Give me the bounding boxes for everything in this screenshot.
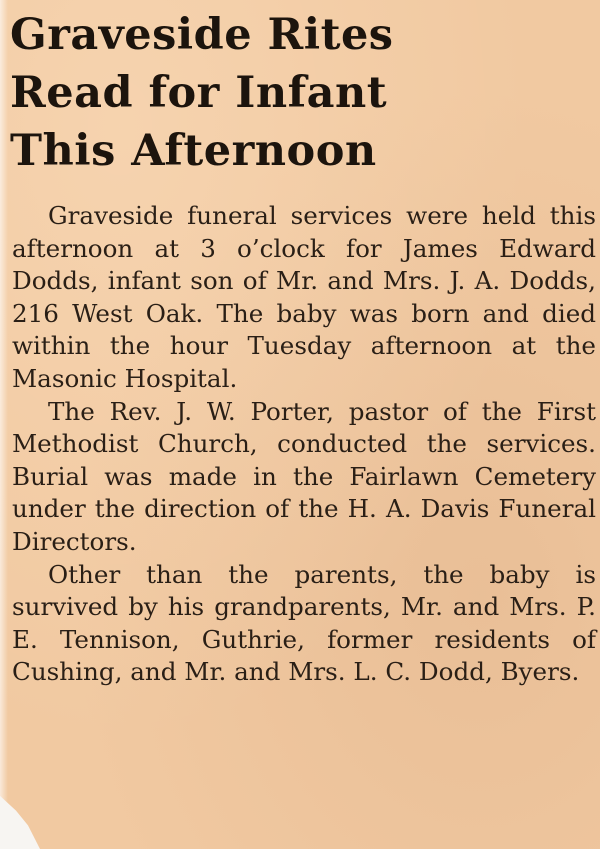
headline — [10, 6, 590, 180]
paragraph-1: Graveside funeral services were held this afternoon at 3 o’clock for James Edward Dodds, infant son of Mr. and Mrs. J. A. Dodds, 216 West Oak. The baby was born and died within the hour Tuesday afternoon at the Masonic Hospital. — [12, 201, 596, 393]
headline-line-2: Read for Infant — [10, 68, 388, 118]
headline-line-1: Graveside Rites — [10, 10, 394, 60]
paragraph-2: The Rev. J. W. Porter, pastor of the First Methodist Church, conducted the services. Burial was made in the Fairlawn Cemetery under the direction of the H. A. Davis Funeral Directors. — [12, 396, 596, 556]
headline-line-3: This Afternoon — [10, 126, 377, 176]
article-body — [12, 200, 596, 689]
paragraph-3: Other than the parents, the baby is survived by his grandparents, Mr. and Mrs. P. E. Tennison, Guthrie, former residents of Cushing, and Mr. and Mrs. L. C. Dodd, Byers. — [12, 559, 596, 687]
paper-edge — [0, 0, 8, 849]
